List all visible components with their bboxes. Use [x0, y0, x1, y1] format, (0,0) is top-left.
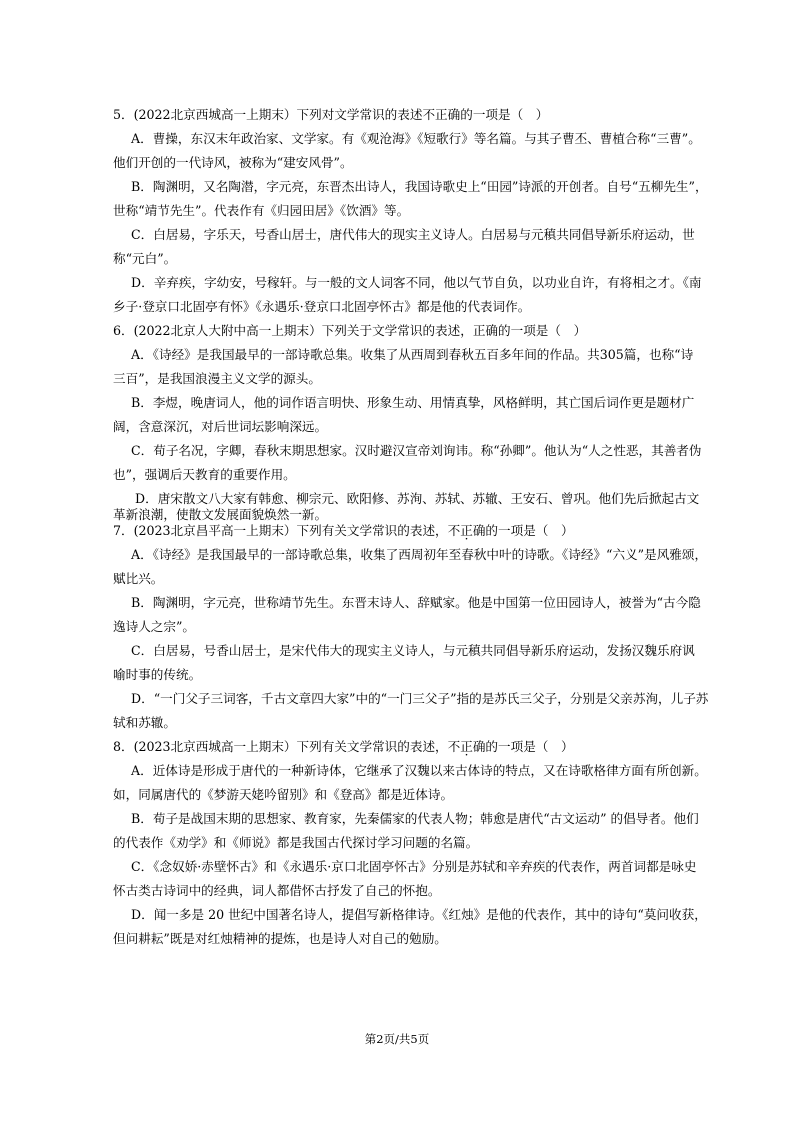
question-6-stem: 6．(2022北京人大附中高一上期末）下列关于文学常识的表述，正确的一项是（ ） — [113, 323, 587, 338]
q7-option-c-line1: C．白居易，号香山居士，是宋代伟大的现实主义诗人，与元稹共同倡导新乐府运动，发扬汉魏乐府讽 — [131, 643, 695, 658]
q7-stem-text: 7．(2023北京昌平高一上期末）下列有关文学常识的表述， — [113, 523, 448, 538]
page-number-footer: 第2页/共5页 — [364, 1032, 430, 1046]
q6-option-b-line2: 阔，含意深沉，对后世词坛影响深远。 — [113, 419, 328, 434]
q5-option-d-line1: D．辛弃疾，字幼安，号稼轩。与一般的文人词客不同，他以气节自负，以功业自许，有将相之才。《南 — [131, 275, 702, 290]
question-7-stem — [113, 523, 574, 539]
q7-option-d-line1: D．“一门父子三词客，千古文章四大家”中的“一门三父子”指的是苏氏三父子，分别是父亲苏洵，儿子苏 — [131, 691, 709, 706]
q7-option-a-line1: A．《诗经》是我国最早的一部诗歌总集，收集了西周初年至春秋中叶的诗歌。《诗经》“六义”是风雅颂， — [131, 547, 708, 562]
question-8-stem — [113, 739, 574, 755]
q6-option-d-line2: 革新浪潮，使散文发展面貌焕然一新。 — [113, 507, 328, 522]
q8-option-c-line1: C．《念奴娇·赤壁怀古》和《永遇乐·京口北固亭怀古》分别是苏轼和辛弃疾的代表作，两首词都是咏史 — [131, 859, 697, 874]
q7-option-c-line2: 喻时事的传统。 — [113, 667, 202, 682]
q8-option-b-line1: B．荀子是战国末期的思想家、教育家，先秦儒家的代表人物；韩愈是唐代“古文运动” 的倡导者。他们 — [131, 811, 699, 826]
q8-option-c-line2: 怀古类古诗词中的经典，词人都借怀古抒发了自己的怀抱。 — [113, 883, 441, 898]
q8-option-a-line1: A．近体诗是形成于唐代的一种新诗体，它继承了汉魏以来古体诗的特点，又在诗歌格律方面有所创新。 — [131, 763, 707, 778]
q6-option-c-line1: C．荀子名况，字卿，春秋末期思想家。汉时避汉宣帝刘询讳。称“孙卿”。他认为“人之性恶，其善者伪 — [131, 443, 702, 458]
q6-option-d-line1: D．唐宋散文八大家有韩愈、柳宗元、欧阳修、苏洵、苏轼、苏辙、王安石、曾巩。他们先后掀起古文 — [135, 491, 700, 506]
q6-option-b-line1: B．李煜，晚唐词人，他的词作语言明快、形象生动、用情真挚，风格鲜明，其亡国后词作更是题材广 — [131, 395, 695, 410]
q5-option-b-line1: B．陶渊明，又名陶潜，字元亮，东晋杰出诗人，我国诗歌史上“田园”诗派的开创者。自号“五柳先生”， — [131, 179, 708, 194]
q7-option-b-line1: B．陶渊明，字元亮，世称靖节先生。东晋末诗人、辞赋家。他是中国第一位田园诗人，被誉为“古今隐 — [131, 595, 701, 610]
question-5-stem: 5．(2022北京西城高一上期末）下列对文学常识的表述不正确的一项是（ ） — [113, 107, 549, 122]
q7-option-a-line2: 赋比兴。 — [113, 571, 164, 586]
q8-option-d-line2: 但问耕耘”既是对红烛精神的提炼，也是诗人对自己的勉励。 — [113, 931, 447, 946]
q6-option-c-line2: 也”，强调后天教育的重要作用。 — [113, 467, 296, 482]
q5-option-a-line2: 他们开创的一代诗风，被称为“建安风骨”。 — [113, 155, 353, 170]
q7-stem-end: 的一项是（ ） — [485, 523, 574, 538]
q8-option-d-line1: D．闻一多是 20 世纪中国著名诗人，提倡写新格律诗。《红烛》是他的代表作，其中的诗句“莫问收获， — [131, 907, 707, 922]
q6-option-a-line2: 三百”，是我国浪漫主义文学的源头。 — [113, 371, 321, 386]
q7-option-b-line2: 逸诗人之宗”。 — [113, 619, 196, 634]
q7-option-d-line2: 轼和苏辙。 — [113, 715, 176, 730]
q6-option-a-line1: A．《诗经》是我国最早的一部诗歌总集。收集了从西周到春秋五百多年间的作品。共305篇，也称“诗 — [131, 347, 694, 362]
q8-stem-end: 的一项是（ ） — [485, 739, 574, 754]
q8-option-b-line2: 的代表作《劝学》和《师说》都是我国古代探讨学习问题的名篇。 — [113, 835, 479, 850]
q8-option-a-line2: 如，同属唐代的《梦游天姥吟留别》和《登高》都是近体诗。 — [113, 787, 454, 802]
q7-stem-emphasis: 不正确 — [447, 523, 486, 538]
q8-stem-text: 8．(2023北京西城高一上期末）下列有关文学常识的表述， — [113, 739, 448, 754]
q5-option-c-line1: C．白居易，字乐天，号香山居士，唐代伟大的现实主义诗人。白居易与元稹共同倡导新乐府运动，世 — [131, 227, 695, 242]
q5-option-c-line2: 称“元白”。 — [113, 251, 177, 266]
q5-option-d-line2: 乡子·登京口北固亭有怀》《永遇乐·登京口北固亭怀古》都是他的代表词作。 — [113, 299, 531, 314]
q5-option-b-line2: 世称“靖节先生”。代表作有《归园田居》《饮酒》等。 — [113, 203, 410, 218]
q5-option-a-line1: A．曹操，东汉末年政治家、文学家。有《观沧海》《短歌行》等名篇。与其子曹丕、曹植合称“三曹”。 — [131, 131, 701, 146]
q8-stem-emphasis: 不正确 — [447, 739, 486, 754]
